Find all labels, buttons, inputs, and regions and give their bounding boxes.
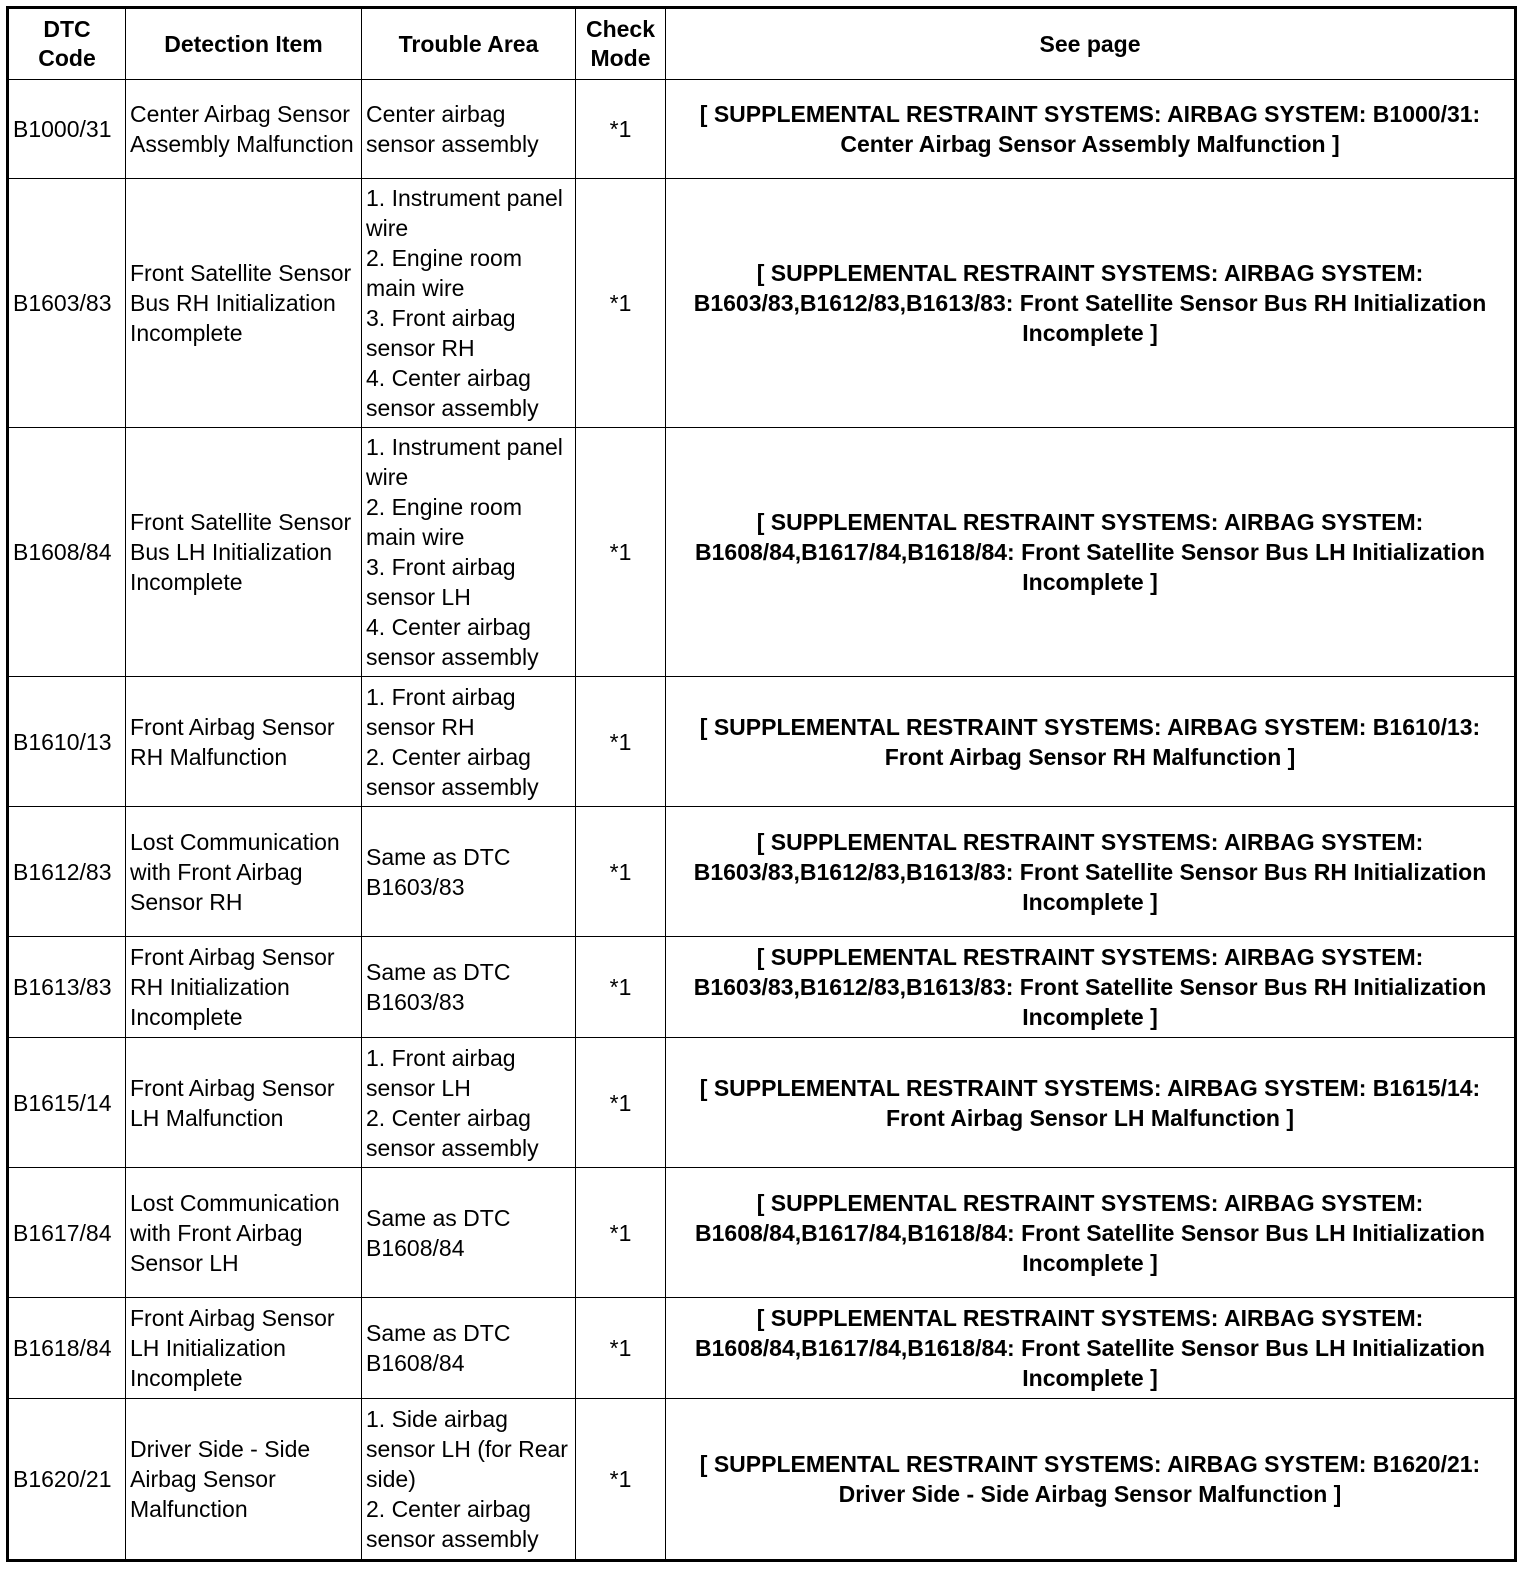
dtc-code-cell: B1613/83 [8,937,126,1038]
check-mode-cell: *1 [576,1038,666,1168]
trouble-area-line: 2. Center airbag sensor assembly [366,1496,539,1552]
trouble-area-line: Same as DTC B1608/84 [366,1204,511,1261]
trouble-area-line: 3. Front airbag sensor RH [366,305,516,361]
table-row [8,1298,1516,1399]
dtc-code-cell: B1620/21 [8,1399,126,1561]
check-mode-cell: *1 [576,179,666,428]
dtc-code-cell: B1610/13 [8,677,126,807]
header-dtc-code: DTC Code [8,8,126,80]
trouble-area-line: 1. Front airbag sensor LH [366,1044,516,1101]
trouble-area-line: 4. Center airbag sensor assembly [366,614,539,670]
trouble-area-cell [362,937,576,1038]
trouble-area-cell [362,1399,576,1561]
detection-item-cell: Center Airbag Sensor Assembly Malfunction [126,80,362,179]
trouble-area-cell [362,179,576,428]
header-trouble-area: Trouble Area [362,8,576,80]
table-row [8,677,1516,807]
see-page-link: [ SUPPLEMENTAL RESTRAINT SYSTEMS: AIRBAG SYSTEM: B1620/21: Driver Side - Side Airbag Sensor Malfunction ] [666,1399,1516,1561]
trouble-area-cell [362,807,576,937]
table-row [8,80,1516,179]
see-page-link: [ SUPPLEMENTAL RESTRAINT SYSTEMS: AIRBAG SYSTEM: B1000/31: Center Airbag Sensor Assembly Malfunction ] [666,80,1516,179]
see-page-link: [ SUPPLEMENTAL RESTRAINT SYSTEMS: AIRBAG SYSTEM: B1603/83,B1612/83,B1613/83: Front Satellite Sensor Bus RH Initialization Incomplete ] [666,807,1516,937]
see-page-link: [ SUPPLEMENTAL RESTRAINT SYSTEMS: AIRBAG SYSTEM: B1603/83,B1612/83,B1613/83: Front Satellite Sensor Bus RH Initialization Incomplete ] [666,937,1516,1038]
trouble-area-line: 4. Center airbag sensor assembly [366,365,539,421]
trouble-area-cell [362,428,576,677]
trouble-area-line: Center airbag sensor assembly [366,101,539,157]
detection-item-cell: Lost Communication with Front Airbag Sensor RH [126,807,362,937]
dtc-code-cell: B1608/84 [8,428,126,677]
header-see-page: See page [666,8,1516,80]
detection-item-cell: Front Airbag Sensor LH Initialization Incomplete [126,1298,362,1399]
trouble-area-line: Same as DTC B1608/84 [366,1320,511,1376]
dtc-table [6,6,1517,1562]
dtc-code-cell: B1000/31 [8,80,126,179]
trouble-area-cell [362,1038,576,1168]
detection-item-cell: Front Satellite Sensor Bus LH Initialization Incomplete [126,428,362,677]
trouble-area-line: 2. Center airbag sensor assembly [366,1104,539,1161]
trouble-area-line: 2. Engine room main wire [366,494,522,550]
check-mode-cell: *1 [576,677,666,807]
check-mode-cell: *1 [576,1298,666,1399]
table-row [8,1399,1516,1561]
trouble-area-cell [362,1298,576,1399]
dtc-code-cell: B1615/14 [8,1038,126,1168]
see-page-link: [ SUPPLEMENTAL RESTRAINT SYSTEMS: AIRBAG SYSTEM: B1608/84,B1617/84,B1618/84: Front Satellite Sensor Bus LH Initialization Incomplete ] [666,1168,1516,1298]
trouble-area-line: 2. Engine room main wire [366,245,522,301]
check-mode-cell: *1 [576,80,666,179]
trouble-area-cell [362,80,576,179]
trouble-area-line: 1. Instrument panel wire [366,434,563,490]
header-check-mode: Check Mode [576,8,666,80]
see-page-link: [ SUPPLEMENTAL RESTRAINT SYSTEMS: AIRBAG SYSTEM: B1615/14: Front Airbag Sensor LH Malfunction ] [666,1038,1516,1168]
see-page-link: [ SUPPLEMENTAL RESTRAINT SYSTEMS: AIRBAG SYSTEM: B1608/84,B1617/84,B1618/84: Front Satellite Sensor Bus LH Initialization Incomplete ] [666,1298,1516,1399]
see-page-link: [ SUPPLEMENTAL RESTRAINT SYSTEMS: AIRBAG SYSTEM: B1608/84,B1617/84,B1618/84: Front Satellite Sensor Bus LH Initialization Incomplete ] [666,428,1516,677]
detection-item-cell: Front Satellite Sensor Bus RH Initialization Incomplete [126,179,362,428]
dtc-code-cell: B1603/83 [8,179,126,428]
see-page-link: [ SUPPLEMENTAL RESTRAINT SYSTEMS: AIRBAG SYSTEM: B1610/13: Front Airbag Sensor RH Malfunction ] [666,677,1516,807]
trouble-area-line: 1. Side airbag sensor LH (for Rear side) [366,1406,568,1492]
trouble-area-line: 3. Front airbag sensor LH [366,554,516,610]
trouble-area-cell [362,1168,576,1298]
table-row [8,807,1516,937]
table-row [8,1038,1516,1168]
table-row [8,179,1516,428]
check-mode-cell: *1 [576,937,666,1038]
detection-item-cell: Lost Communication with Front Airbag Sensor LH [126,1168,362,1298]
see-page-link: [ SUPPLEMENTAL RESTRAINT SYSTEMS: AIRBAG SYSTEM: B1603/83,B1612/83,B1613/83: Front Satellite Sensor Bus RH Initialization Incomplete ] [666,179,1516,428]
trouble-area-line: 1. Instrument panel wire [366,185,563,241]
table-row [8,428,1516,677]
dtc-code-cell: B1618/84 [8,1298,126,1399]
check-mode-cell: *1 [576,428,666,677]
detection-item-cell: Front Airbag Sensor LH Malfunction [126,1038,362,1168]
dtc-code-cell: B1617/84 [8,1168,126,1298]
trouble-area-cell [362,677,576,807]
check-mode-cell: *1 [576,1399,666,1561]
trouble-area-line: Same as DTC B1603/83 [366,843,511,900]
detection-item-cell: Front Airbag Sensor RH Initialization Incomplete [126,937,362,1038]
check-mode-cell: *1 [576,807,666,937]
table-row [8,937,1516,1038]
trouble-area-line: Same as DTC B1603/83 [366,959,511,1015]
check-mode-cell: *1 [576,1168,666,1298]
trouble-area-line: 2. Center airbag sensor assembly [366,743,539,800]
header-row [8,8,1516,80]
header-detection-item: Detection Item [126,8,362,80]
dtc-code-cell: B1612/83 [8,807,126,937]
detection-item-cell: Driver Side - Side Airbag Sensor Malfunction [126,1399,362,1561]
table-body [8,80,1516,1561]
table-row [8,1168,1516,1298]
detection-item-cell: Front Airbag Sensor RH Malfunction [126,677,362,807]
trouble-area-line: 1. Front airbag sensor RH [366,683,516,740]
